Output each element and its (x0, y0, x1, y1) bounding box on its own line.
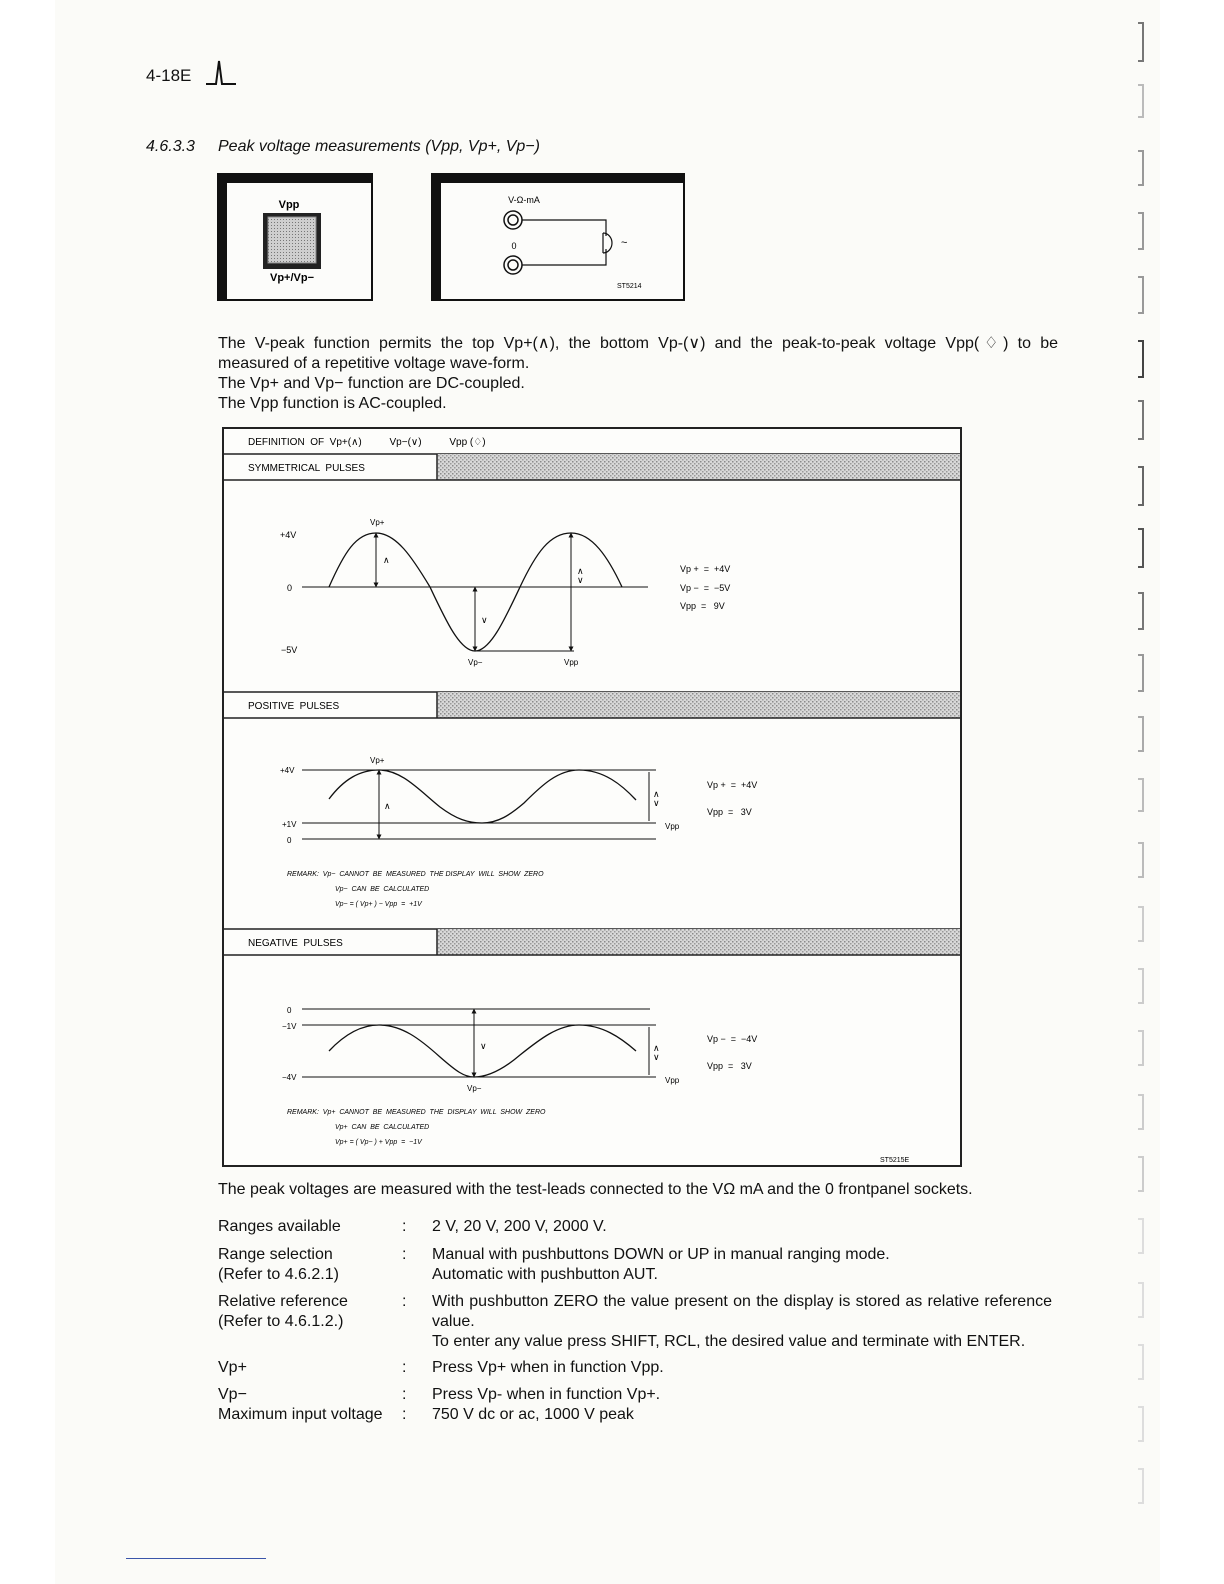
neg-remark-3: Vp+ = ( Vp− ) + Vpp = −1V (335, 1139, 422, 1146)
pos-remark-2: Vp− CAN BE CALCULATED (335, 886, 430, 893)
v-ohm-ma-socket-label: V-Ω-mA (508, 195, 540, 205)
sym-pp-label: Vpp (564, 658, 579, 667)
neg-result-1: Vp − = −4V (707, 1034, 758, 1044)
socket-panel (431, 171, 687, 303)
neg-both-arrow-down: ∨ (653, 1052, 660, 1062)
pos-y-top: +4V (280, 766, 295, 775)
intro-line-2: measured of a repetitive voltage wave-form. (218, 355, 530, 372)
pos-pp-label: Vpp (665, 822, 680, 831)
pos-up-arrow: ∧ (384, 801, 391, 811)
spec-value: Press Vp- when in function Vp+. 750 V dc or ac, 1000 V peak (432, 1386, 661, 1423)
sym-result-2: Vp − = −5V (680, 583, 731, 593)
sym-result-3: Vpp = 9V (680, 601, 725, 611)
footer-rule (126, 1558, 266, 1559)
spec-value: Manual with pushbuttons DOWN or UP in manual ranging mode. Automatic with pushbutton AUT. (432, 1246, 890, 1283)
spec-ranges (218, 1217, 1058, 1237)
pos-both-arrow-down: ∨ (653, 798, 660, 808)
neg-y-bottom: −4V (282, 1073, 297, 1082)
pos-result-2: Vpp = 3V (707, 807, 752, 817)
spec-colon: : (402, 1218, 407, 1235)
spec-vp-plus (218, 1358, 1058, 1378)
spec-colon: : : (402, 1386, 407, 1423)
sym-result-1: Vp + = +4V (680, 564, 731, 574)
intro-line-1: The V-peak function permits the top Vp+(∧), the bottom Vp-(∨) and the peak-to-peak voltage Vpp(♢) to be (218, 335, 1058, 352)
neg-remark-2: Vp+ CAN BE CALCULATED (335, 1124, 430, 1131)
sym-peak-label: Vp+ (370, 518, 385, 527)
spec-colon: : (402, 1246, 407, 1263)
positive-shaded-bar (437, 692, 960, 718)
pos-remark-1: REMARK: Vp− CANNOT BE MEASURED THE DISPLAY WILL SHOW ZERO (287, 871, 544, 878)
neg-down-arrow: ∨ (480, 1041, 487, 1051)
neg-y-mid: −1V (282, 1022, 297, 1031)
ac-symbol: ~ (621, 237, 628, 249)
pos-remark-3: Vp− = ( Vp+ ) − Vpp = +1V (335, 901, 422, 908)
page-number: 4-18E (146, 66, 192, 85)
definition-figure-svg (224, 429, 960, 1165)
spec-vp-minus (218, 1385, 1058, 1425)
spec-relative-reference (218, 1292, 1058, 1352)
spec-colon: : (402, 1359, 407, 1376)
neg-result-2: Vpp = 3V (707, 1061, 752, 1071)
spec-label: Ranges available (218, 1218, 341, 1235)
connection-text: The peak voltages are measured with the test-leads connected to the VΩ mA and the 0 frontpanel sockets. (218, 1181, 973, 1198)
symmetrical-shaded-bar (437, 454, 960, 480)
binding-marks (1132, 0, 1152, 1584)
spec-range-selection (218, 1245, 1058, 1285)
spec-value: Press Vp+ when in function Vpp. (432, 1359, 664, 1376)
sym-y-top: +4V (280, 530, 297, 540)
pos-both-arrow: ∧ (653, 789, 660, 799)
vpp-button-panel (217, 171, 375, 303)
negative-title: NEGATIVE PULSES (248, 938, 343, 949)
figure-code: ST5215E (880, 1157, 910, 1164)
pos-result-1: Vp + = +4V (707, 780, 758, 790)
zero-socket-label: 0 (511, 241, 517, 251)
neg-trough-label: Vp− (467, 1084, 482, 1093)
spec-value: With pushbutton ZERO the value present on the display is stored as relative reference value. To enter any value press SHIFT, RCL, the desired value and terminate with ENTER. (432, 1293, 1052, 1350)
vp-button-label: Vp+/Vp− (269, 272, 315, 284)
spec-label: Vp+ (218, 1359, 247, 1376)
sym-y-bottom: −5V (281, 645, 298, 655)
pos-y-zero: 0 (287, 836, 292, 845)
neg-y-zero: 0 (287, 1006, 292, 1015)
neg-remark-1: REMARK: Vp+ CANNOT BE MEASURED THE DISPLAY WILL SHOW ZERO (287, 1109, 546, 1116)
vpp-pushbutton[interactable] (263, 213, 321, 269)
symmetrical-title: SYMMETRICAL PULSES (248, 463, 365, 474)
intro-line-4: The Vpp function is AC-coupled. (218, 395, 447, 412)
spec-label: Relative reference (Refer to 4.6.1.2.) (218, 1293, 348, 1330)
negative-shaded-bar (437, 929, 960, 955)
neg-pp-label: Vpp (665, 1076, 680, 1085)
neg-waveform (329, 1025, 636, 1077)
positive-title: POSITIVE PULSES (248, 701, 340, 712)
spec-value: 2 V, 20 V, 200 V, 2000 V. (432, 1218, 607, 1235)
sym-y-zero: 0 (287, 583, 293, 593)
vpp-button-label: Vpp (278, 199, 300, 211)
pulse-logo-icon (204, 58, 238, 88)
intro-line-3: The Vp+ and Vp− function are DC-coupled. (218, 375, 525, 392)
pos-y-mid: +1V (282, 820, 297, 829)
sym-trough-label: Vp− (468, 658, 483, 667)
socket-figure-code: ST5214 (617, 283, 642, 290)
spec-colon: : (402, 1293, 407, 1310)
section-title: Peak voltage measurements (Vpp, Vp+, Vp−) (218, 138, 540, 155)
sym-both-arrow-down: ∨ (577, 575, 584, 585)
pos-waveform (329, 770, 636, 823)
definition-figure (222, 427, 962, 1167)
figure-header: DEFINITION OF Vp+(∧) Vp−(∨) Vpp (♢) (248, 437, 486, 448)
spec-label: Range selection (Refer to 4.6.2.1) (218, 1246, 339, 1283)
intro-text (218, 334, 1058, 414)
section-number: 4.6.3.3 (146, 138, 195, 155)
spec-label: Vp− Maximum input voltage (218, 1386, 383, 1423)
neg-both-arrow: ∧ (653, 1043, 660, 1053)
pos-peak-label: Vp+ (370, 756, 385, 765)
sym-both-arrow: ∧ (577, 566, 584, 576)
sym-down-arrow: ∨ (481, 615, 488, 625)
sym-up-arrow: ∧ (383, 555, 390, 565)
